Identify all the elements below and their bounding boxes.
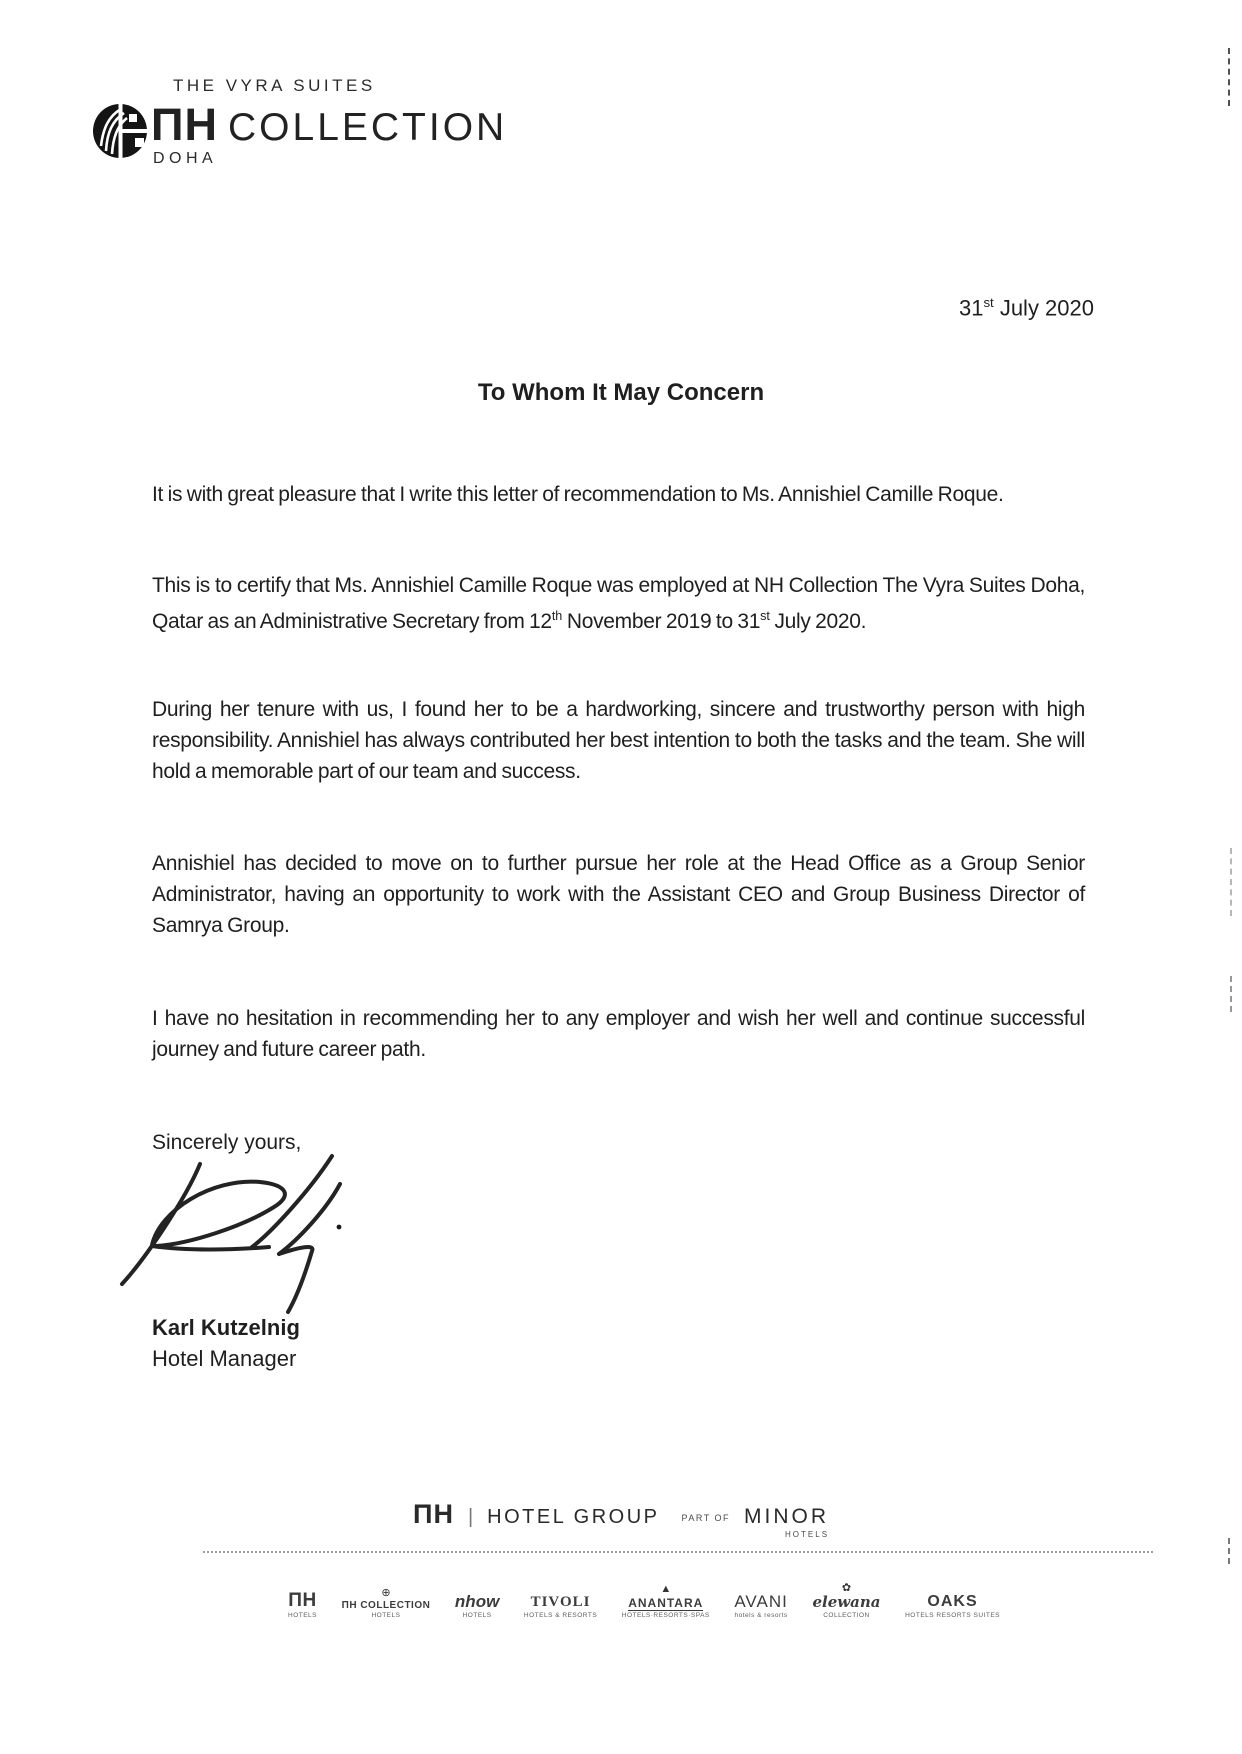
brand-strip bbox=[288, 1568, 1000, 1620]
closing: Sincerely yours, bbox=[152, 1131, 302, 1154]
paragraph: This is to certify that Ms. Annishiel Camille Roque was employed at NH Collection The Vyra Suites Doha, Qatar as an Administrative Secretary from 12th November 2019 to 31st July 2020. bbox=[152, 574, 1085, 633]
nh-collection-small-icon: ⊕ bbox=[381, 1587, 391, 1600]
nh-collection-monogram-icon bbox=[91, 102, 149, 160]
brand-nh-collection: ⊕ ΠH COLLECTION HOTELS bbox=[341, 1587, 431, 1620]
anantara-stupa-icon: ▲ bbox=[660, 1583, 672, 1596]
brand-location: DOHA bbox=[153, 150, 218, 167]
letter-date: 31st July 2020 bbox=[958, 295, 1094, 321]
brand-tivoli: TIVOLI HOTELS & RESORTS bbox=[523, 1594, 598, 1620]
elewana-emblem-icon: ✿ bbox=[841, 1581, 852, 1594]
property-name: THE VYRA SUITES bbox=[173, 76, 376, 95]
minor-hotels-lockup bbox=[744, 1505, 829, 1539]
brand-elewana: ✿ elewana COLLECTION bbox=[812, 1581, 881, 1620]
minor-wordmark: MINOR bbox=[744, 1505, 830, 1528]
signer-title: Hotel Manager bbox=[152, 1346, 297, 1371]
brand-oaks: OAKS HOTELS RESORTS SUITES bbox=[905, 1593, 1000, 1620]
paragraph: It is with great pleasure that I write this letter of recommendation to Ms. Annishiel Camille Roque. bbox=[152, 483, 1004, 506]
minor-sub-label: HOTELS bbox=[785, 1530, 830, 1539]
paragraph: During her tenure with us, I found her to be a hardworking, sincere and trustworthy person with high responsibility. Annishiel has always contributed her best intention to both the tasks and the team. She will hold a memorable part of our team and success. bbox=[152, 698, 1085, 783]
brand-name: COLLECTION bbox=[228, 106, 508, 149]
paragraph: I have no hesitation in recommending her to any employer and wish her well and continue successful journey and future career path. bbox=[152, 1007, 1085, 1061]
brand-avani: AVANI hotels & resorts bbox=[734, 1592, 788, 1620]
scan-artifact bbox=[1230, 976, 1232, 1012]
scan-artifact bbox=[1228, 1538, 1230, 1564]
brand-nhow: nhow HOTELS bbox=[454, 1592, 500, 1620]
handwritten-signature bbox=[112, 1150, 352, 1320]
separator: | bbox=[467, 1506, 474, 1528]
dotted-divider bbox=[203, 1551, 1153, 1553]
brand-lockup bbox=[151, 99, 507, 151]
signer-name: Karl Kutzelnig bbox=[152, 1315, 300, 1340]
salutation: To Whom It May Concern bbox=[477, 379, 765, 406]
paragraph: Annishiel has decided to move on to further pursue her role at the Head Office as a Group Senior Administrator, having an opportunity to work with the Assistant CEO and Group Business Director of Samrya Group. bbox=[152, 852, 1085, 937]
scan-artifact bbox=[1228, 48, 1230, 106]
nh-wordmark: ΠH bbox=[151, 99, 218, 150]
hotel-group-lockup bbox=[0, 1499, 1242, 1539]
group-name: HOTEL GROUP bbox=[487, 1506, 660, 1528]
part-of-label: PART OF bbox=[681, 1513, 731, 1523]
brand-nh-hotels: ΠH HOTELS bbox=[288, 1590, 318, 1620]
brand-anantara: ▲ ANANTARA HOTELS·RESORTS·SPAS bbox=[621, 1583, 710, 1620]
nh-group-wordmark: ΠH bbox=[412, 1499, 454, 1529]
scan-artifact bbox=[1230, 848, 1232, 916]
